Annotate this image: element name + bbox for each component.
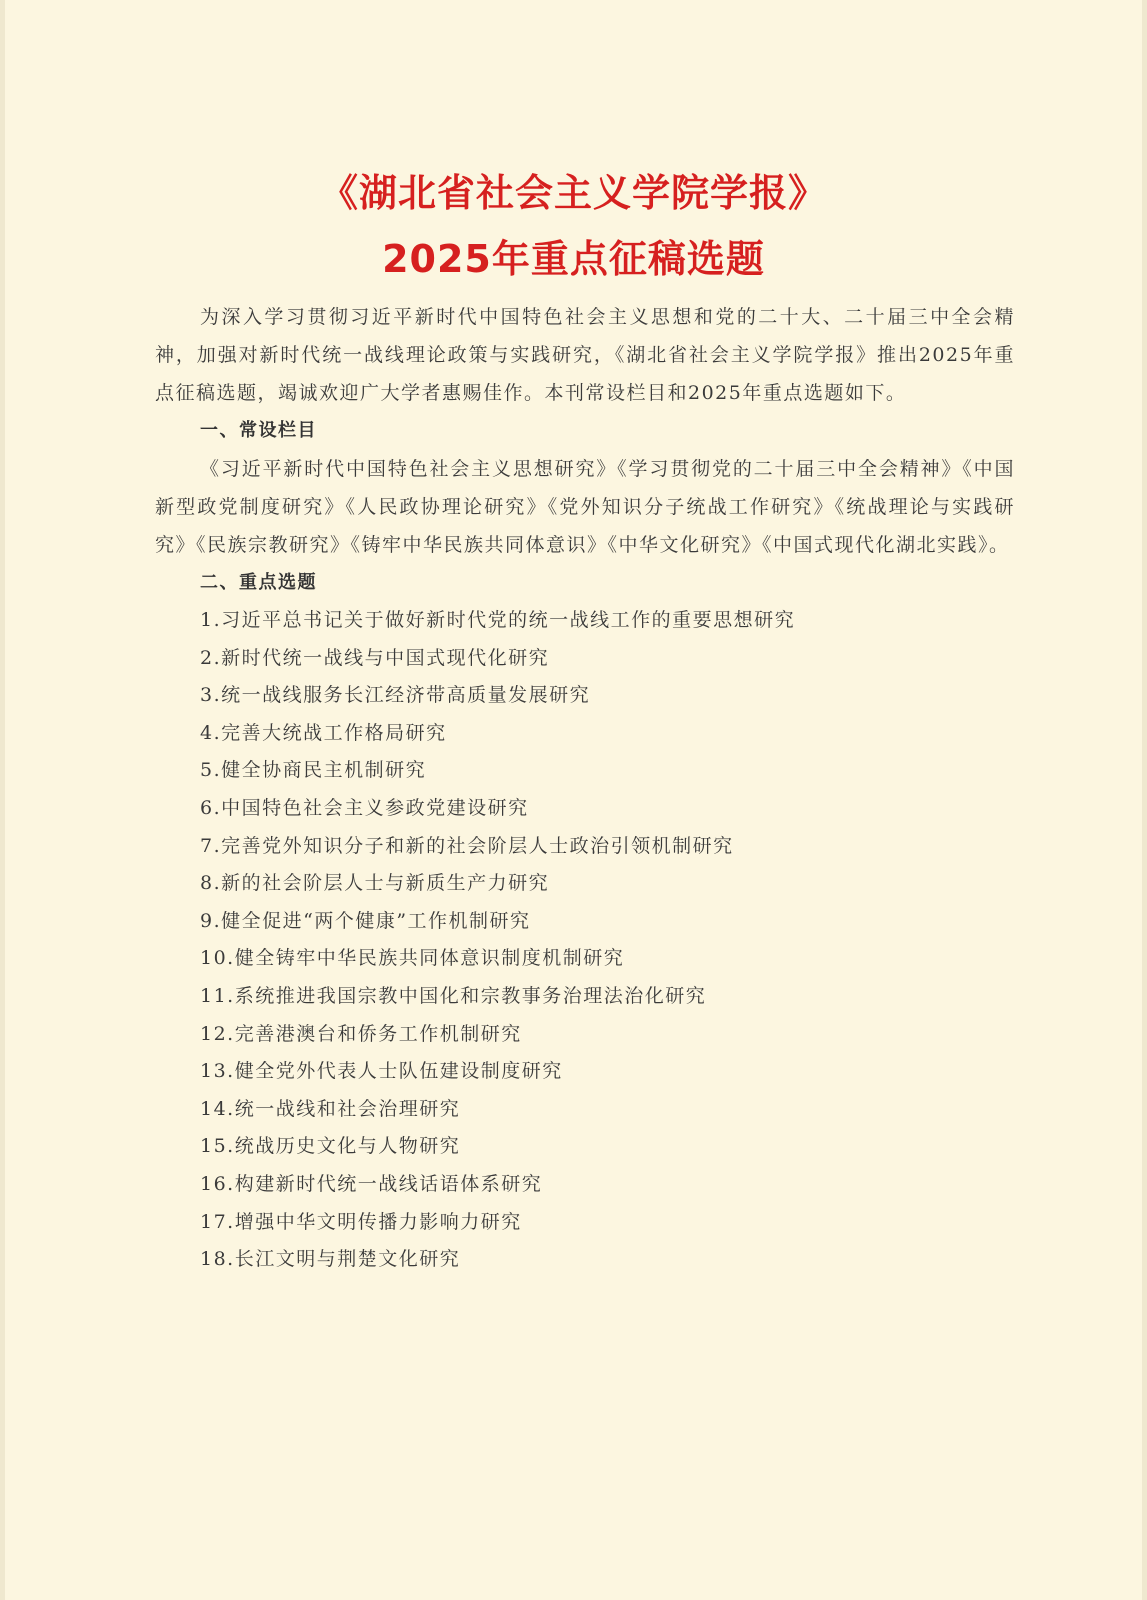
topic-item: 2.新时代统一战线与中国式现代化研究 xyxy=(200,646,550,669)
key-topics-list xyxy=(155,602,1015,1279)
title-block xyxy=(5,160,1142,292)
section-heading-regular-columns: 一、常设栏目 xyxy=(200,420,317,441)
topic-item: 17.增强中华文明传播力影响力研究 xyxy=(200,1210,522,1233)
intro-paragraph: 为深入学习贯彻习近平新时代中国特色社会主义思想和党的二十大、二十届三中全会精神，加强对新时代统一战线理论政策与实践研究，《湖北省社会主义学院学报》推出2025年重点征稿选题，竭诚欢迎广大学者惠赐佳作。本刊常设栏目和2025年重点选题如下。 xyxy=(155,306,1015,404)
topic-item: 10.健全铸牢中华民族共同体意识制度机制研究 xyxy=(200,947,625,970)
topic-item: 15.统战历史文化与人物研究 xyxy=(200,1135,461,1158)
topic-item: 9.健全促进“两个健康”工作机制研究 xyxy=(200,909,531,932)
topic-item: 1.习近平总书记关于做好新时代党的统一战线工作的重要思想研究 xyxy=(200,609,796,631)
journal-title: 《湖北省社会主义学院学报》 xyxy=(319,171,827,215)
topic-item: 13.健全党外代表人士队伍建设制度研究 xyxy=(200,1060,563,1083)
regular-columns-paragraph: 《习近平新时代中国特色社会主义思想研究》《学习贯彻党的二十届三中全会精神》《中国新型政党制度研究》《人民政协理论研究》《党外知识分子统战工作研究》《统战理论与实践研究》《民族宗教研究》《铸牢中华民族共同体意识》《中华文化研究》《中国式现代化湖北实践》。 xyxy=(155,458,1015,556)
topic-item: 4.完善大统战工作格局研究 xyxy=(200,721,447,744)
topic-item: 11.系统推进我国宗教中国化和宗教事务治理法治化研究 xyxy=(200,984,707,1007)
call-for-papers-title: 2025年重点征稿选题 xyxy=(382,237,765,281)
topic-item: 18.长江文明与荆楚文化研究 xyxy=(200,1248,461,1271)
topic-item: 8.新的社会阶层人士与新质生产力研究 xyxy=(200,872,550,895)
topic-item: 14.统一战线和社会治理研究 xyxy=(200,1097,461,1120)
topic-item: 7.完善党外知识分子和新的社会阶层人士政治引领机制研究 xyxy=(200,834,734,857)
topic-item: 12.完善港澳台和侨务工作机制研究 xyxy=(200,1022,522,1045)
section-heading-key-topics: 二、重点选题 xyxy=(200,572,317,593)
topic-item: 6.中国特色社会主义参政党建设研究 xyxy=(200,796,529,819)
document-body xyxy=(155,298,1015,1279)
topic-item: 3.统一战线服务长江经济带高质量发展研究 xyxy=(200,684,591,707)
topic-item: 16.构建新时代统一战线话语体系研究 xyxy=(200,1172,543,1195)
topic-item: 5.健全协商民主机制研究 xyxy=(200,759,427,782)
